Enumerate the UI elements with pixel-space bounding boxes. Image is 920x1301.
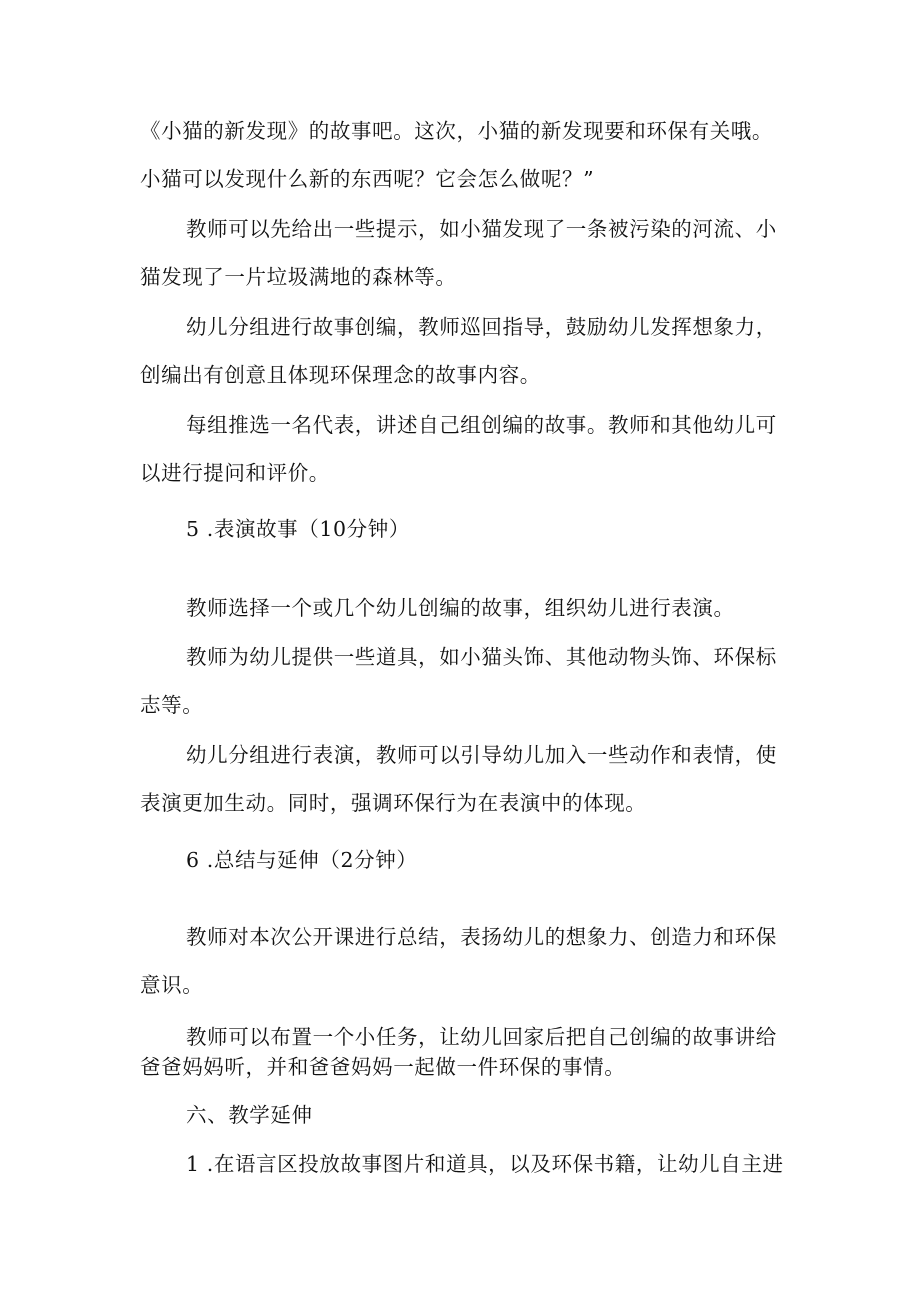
paragraph-line: 教师可以布置一个小任务，让幼儿回家后把自己创编的故事讲给	[186, 1025, 777, 1049]
section-heading-summary: 6 .总结与延伸（2分钟）	[186, 848, 418, 872]
paragraph-line: 爸爸妈妈听，并和爸爸妈妈一起做一件环保的事情。	[140, 1055, 626, 1079]
paragraph-line: 教师可以先给出一些提示，如小猫发现了一条被污染的河流、小	[186, 217, 777, 241]
paragraph-line: 教师选择一个或几个幼儿创编的故事，组织幼儿进行表演。	[186, 596, 735, 620]
paragraph-line: 表演更加生动。同时，强调环保行为在表演中的体现。	[140, 791, 647, 815]
paragraph-line: 教师为幼儿提供一些道具，如小猫头饰、其他动物头饰、环保标	[186, 645, 777, 669]
paragraph-line: 幼儿分组进行表演，教师可以引导幼儿加入一些动作和表情，使	[186, 743, 777, 767]
paragraph-line: 创编出有创意且体现环保理念的故事内容。	[140, 363, 541, 387]
list-item-extension-1: 1 .在语言区投放故事图片和道具，以及环保书籍，让幼儿自主进	[186, 1152, 784, 1176]
section-heading-performance: 5 .表演故事（10分钟）	[186, 517, 410, 541]
paragraph-line: 幼儿分组进行故事创编，教师巡回指导，鼓励幼儿发挥想象力，	[186, 315, 777, 339]
paragraph-line: 《小猫的新发现》的故事吧。这次，小猫的新发现要和环保有关哦。	[140, 119, 773, 143]
section-heading-extension: 六、教学延伸	[186, 1103, 313, 1127]
paragraph-line: 以进行提问和评价。	[140, 461, 330, 485]
paragraph-line: 小猫可以发现什么新的东西呢？它会怎么做呢？”	[140, 167, 595, 191]
paragraph-line: 教师对本次公开课进行总结，表扬幼儿的想象力、创造力和环保	[186, 925, 777, 949]
paragraph-line: 志等。	[140, 693, 204, 717]
paragraph-line: 意识。	[140, 973, 204, 997]
paragraph-line: 猫发现了一片垃圾满地的森林等。	[140, 265, 457, 289]
paragraph-line: 每组推选一名代表，讲述自己组创编的故事。教师和其他幼儿可	[186, 413, 777, 437]
